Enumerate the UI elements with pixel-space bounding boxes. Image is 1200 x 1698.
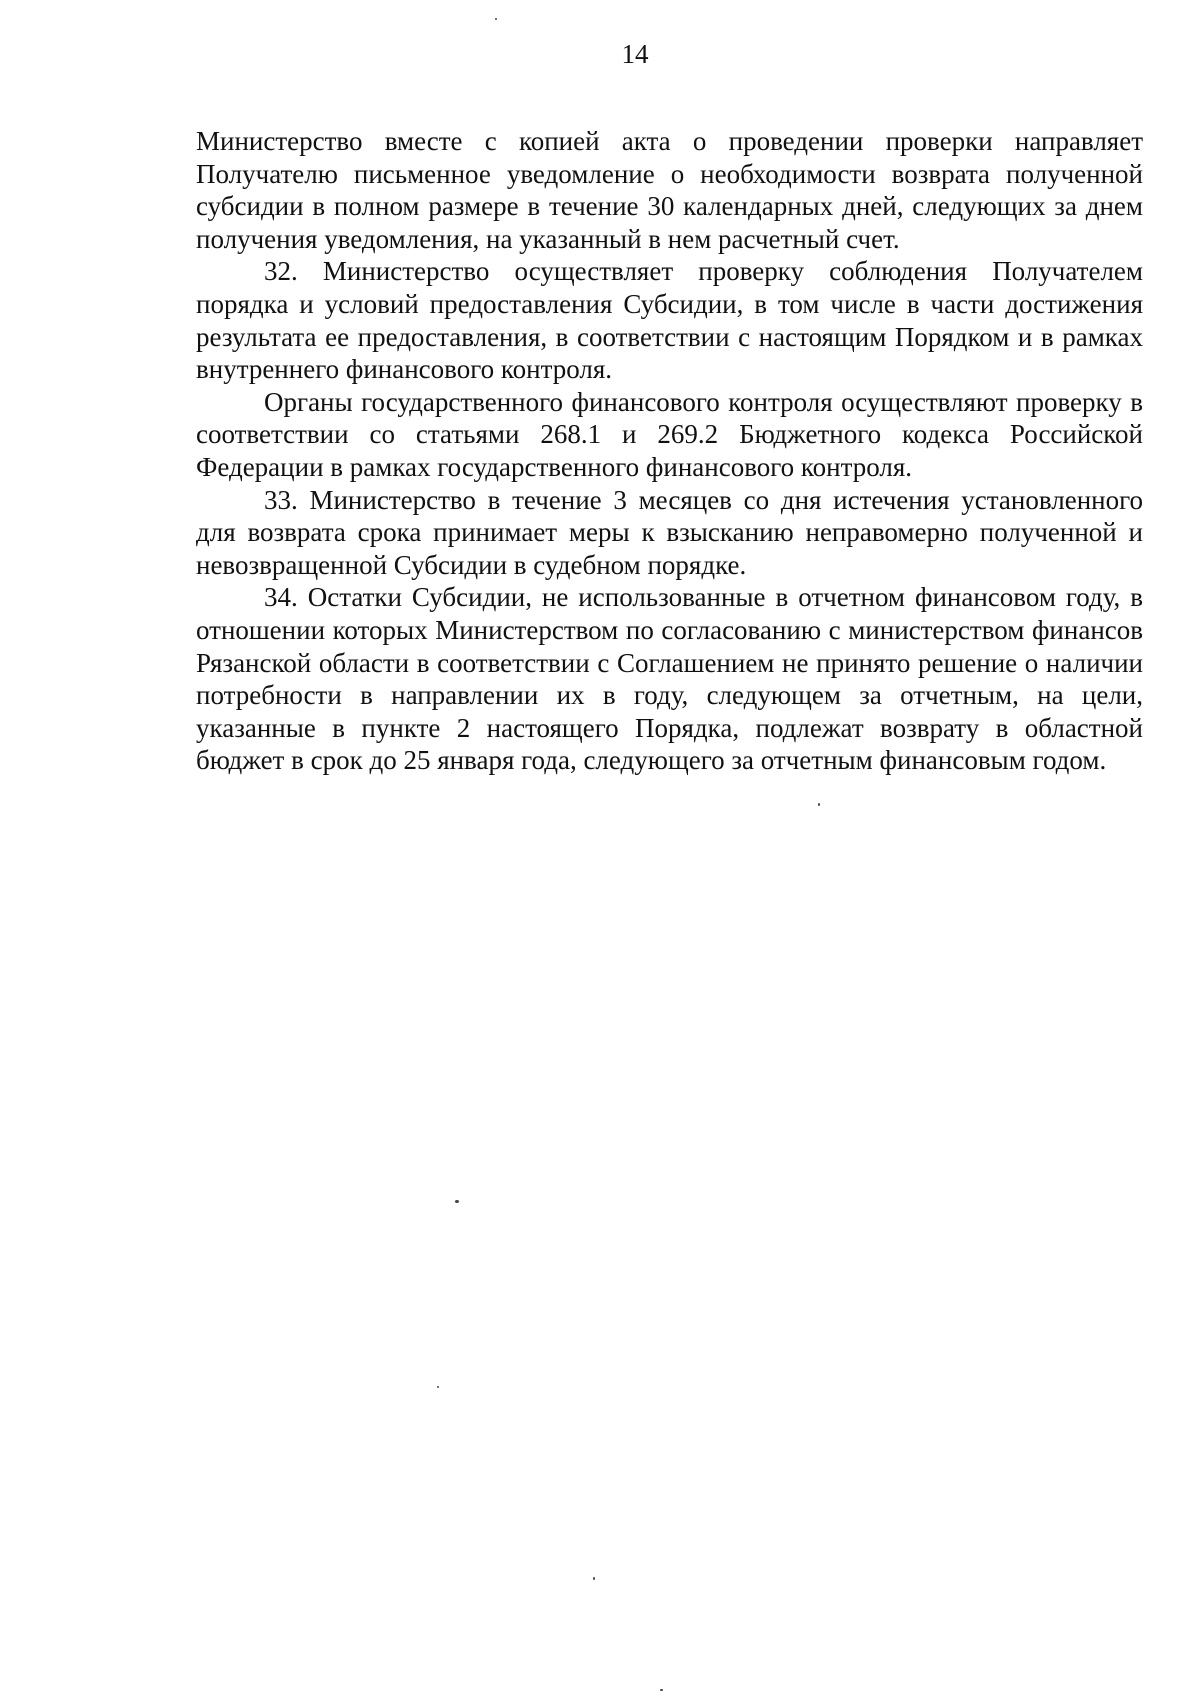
- page-number: 14: [621, 39, 649, 69]
- paragraph-33: 33. Министерство в течение 3 месяцев со дня истечения установленного для возврата срока принимает меры к взысканию неправомерно полученной и невозвращенной Субсидии в судебном порядке.: [196, 484, 1143, 580]
- scan-speck: [455, 1200, 459, 1203]
- document-body: [196, 125, 1143, 777]
- scan-speck: [593, 1577, 595, 1580]
- scan-speck: [437, 1386, 439, 1388]
- paragraph-32-control-bodies: Органы государственного финансового контроля осуществляют проверку в соответствии со статьями 268.1 и 269.2 Бюджетного кодекса Российской Федерации в рамках государственного финансового контроля.: [196, 386, 1143, 482]
- paragraph-32: 32. Министерство осуществляет проверку соблюдения Получателем порядка и условий предоставления Субсидии, в том числе в части достижения результата ее предоставления, в соответствии с настоящим Порядком и в рамках внутреннего финансового контроля.: [196, 256, 1143, 385]
- scan-speck: [818, 803, 820, 806]
- scan-speck: [660, 1689, 663, 1691]
- paragraph-34: 34. Остатки Субсидии, не использованные в отчетном финансовом году, в отношении которых Министерством по согласованию с министерством финансов Рязанской области в соответствии с Соглашением не принято решение о наличии потребности в направлении их в году, следующем за отчетным, на цели, указанные в пункте 2 настоящего Порядка, подлежат возврату в областной бюджет в срок до 25 января года, следующего за отчетным финансовым годом.: [196, 582, 1143, 776]
- scan-speck: [495, 18, 497, 20]
- paragraph-intro: Министерство вместе с копией акта о проведении проверки направляет Получателю письменное уведомление о необходимости возврата полученной субсидии в полном размере в течение 30 календарных дней, следующих за днем получения уведомления, на указанный в нем расчетный счет.: [196, 126, 1143, 254]
